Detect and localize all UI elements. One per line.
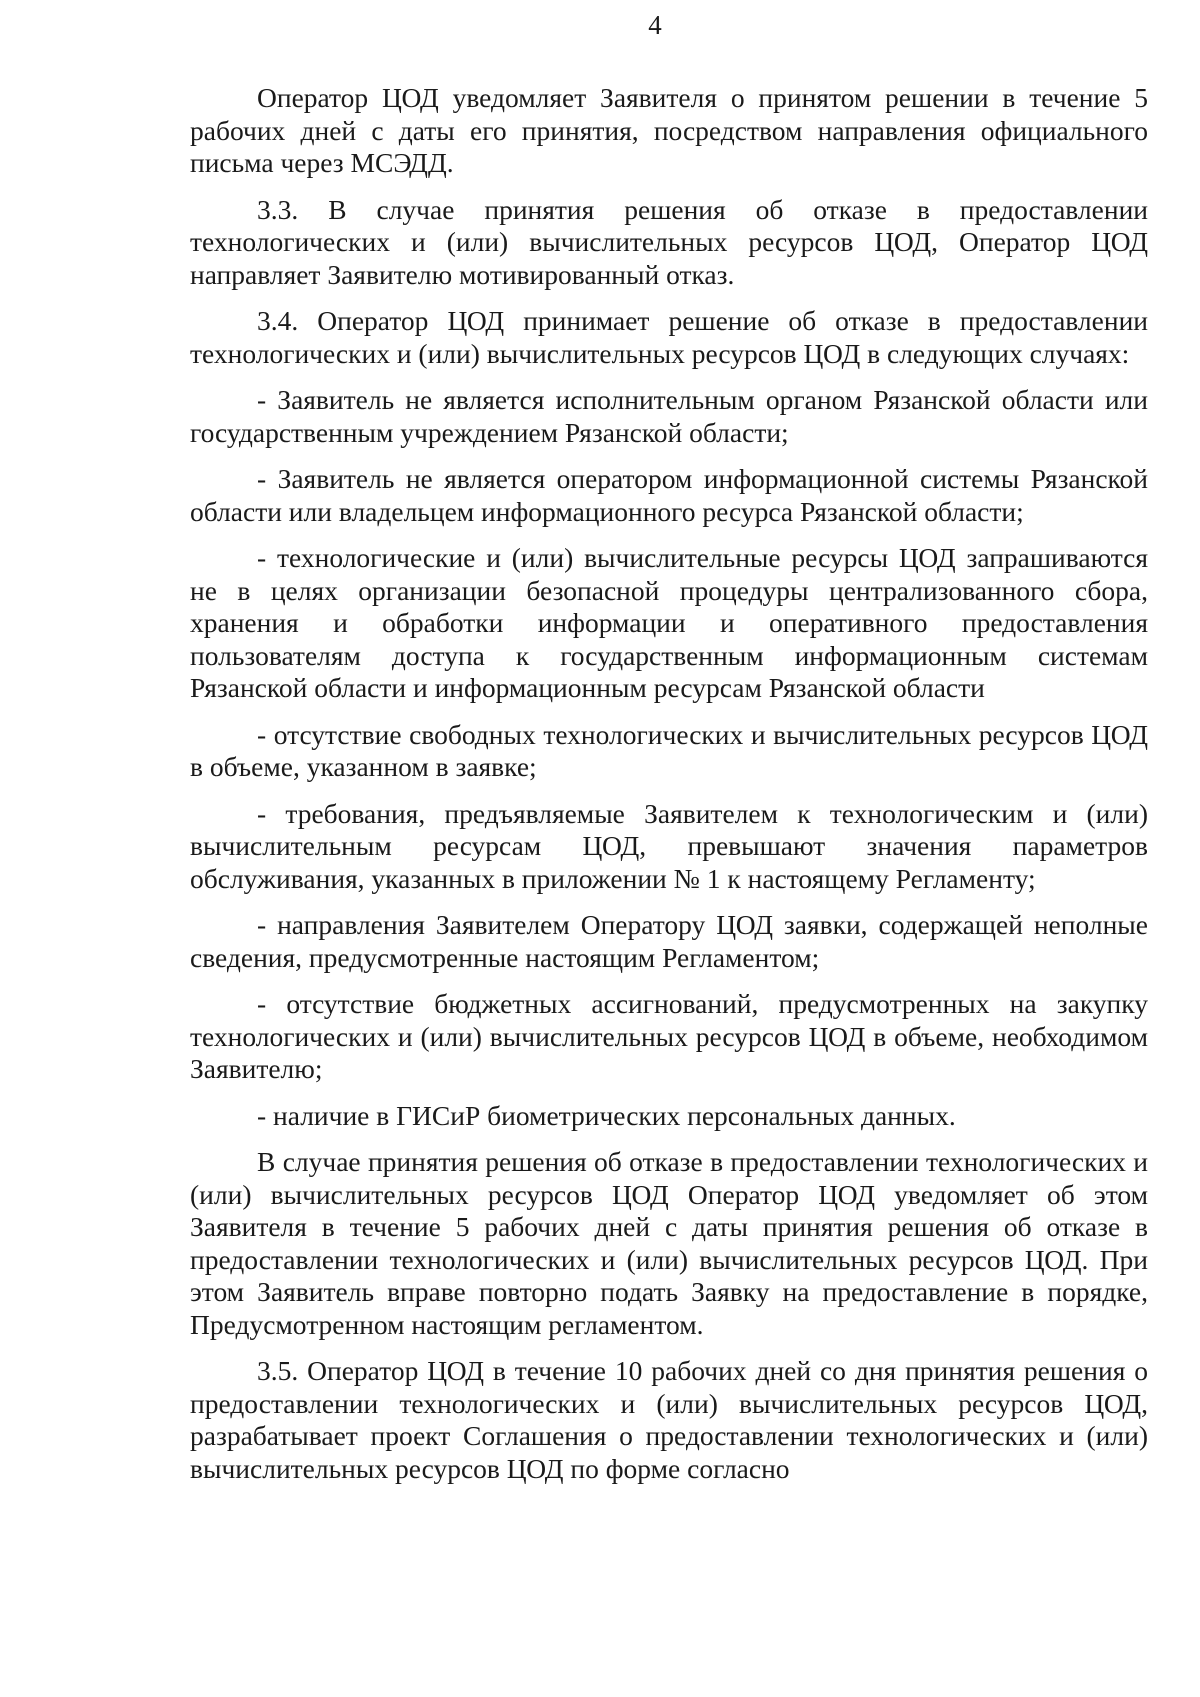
list-item-refusal-reason-1: - Заявитель не является исполнительным органом Рязанской области или государственным учреждением Рязанской области;: [190, 384, 1148, 448]
paragraph-notification: Оператор ЦОД уведомляет Заявителя о принятом решении в течение 5 рабочих дней с даты его принятия, посредством направления официального письма через МСЭДД.: [190, 82, 1148, 178]
list-item-refusal-reason-5: - требования, предъявляемые Заявителем к технологическим и (или) вычислительным ресурсам ЦОД, превышают значения параметров обслуживания, указанных в приложении № 1 к настоящему Регламенту;: [190, 797, 1148, 894]
list-item-refusal-reason-3: - технологические и (или) вычислительные ресурсы ЦОД запрашиваются не в целях организации безопасной процедуры централизованного сбора, хранения и обработки информации и оперативного предоставления пользователям доступа к государственным информационным системам Рязанской области и информационным ресурсам Рязанской области: [190, 542, 1148, 703]
list-item-refusal-reason-8: - наличие в ГИСиР биометрических персональных данных.: [257, 1099, 956, 1131]
paragraph-refusal-notification: В случае принятия решения об отказе в предоставлении технологических и (или) вычислительных ресурсов ЦОД Оператор ЦОД уведомляет об этом Заявителя в течение 5 рабочих дней с даты принятия решения об отказе в предоставлении технологических и (или) вычислительных ресурсов ЦОД. При этом Заявитель вправе повторно подать Заявку на предоставление в порядке, Предусмотренном настоящим регламентом.: [190, 1146, 1148, 1340]
list-item-refusal-reason-2: - Заявитель не является оператором информационной системы Рязанской области или владельцем информационного ресурса Рязанской области;: [190, 463, 1148, 527]
paragraph-3-4: 3.4. Оператор ЦОД принимает решение об отказе в предоставлении технологических и (или) вычислительных ресурсов ЦОД в следующих случаях:: [190, 305, 1148, 369]
paragraph-3-5: 3.5. Оператор ЦОД в течение 10 рабочих дней со дня принятия решения о предоставлении технологических и (или) вычислительных ресурсов ЦОД, разрабатывает проект Соглашения о предоставлении технологических и (или) вычислительных ресурсов ЦОД по форме согласно: [190, 1355, 1148, 1484]
document-body: [190, 82, 1148, 1485]
list-item-refusal-reason-7: - отсутствие бюджетных ассигнований, предусмотренных на закупку технологических и (или) вычислительных ресурсов ЦОД в объеме, необходимом Заявителю;: [190, 988, 1148, 1084]
list-item-refusal-reason-6: - направления Заявителем Оператору ЦОД заявки, содержащей неполные сведения, предусмотренные настоящим Регламентом;: [190, 909, 1148, 973]
paragraph-3-3: 3.3. В случае принятия решения об отказе в предоставлении технологических и (или) вычислительных ресурсов ЦОД, Оператор ЦОД направляет Заявителю мотивированный отказ.: [190, 193, 1148, 290]
list-item-refusal-reason-4: - отсутствие свободных технологических и вычислительных ресурсов ЦОД в объеме, указанном в заявке;: [190, 718, 1148, 782]
page-number: 4: [648, 10, 662, 40]
